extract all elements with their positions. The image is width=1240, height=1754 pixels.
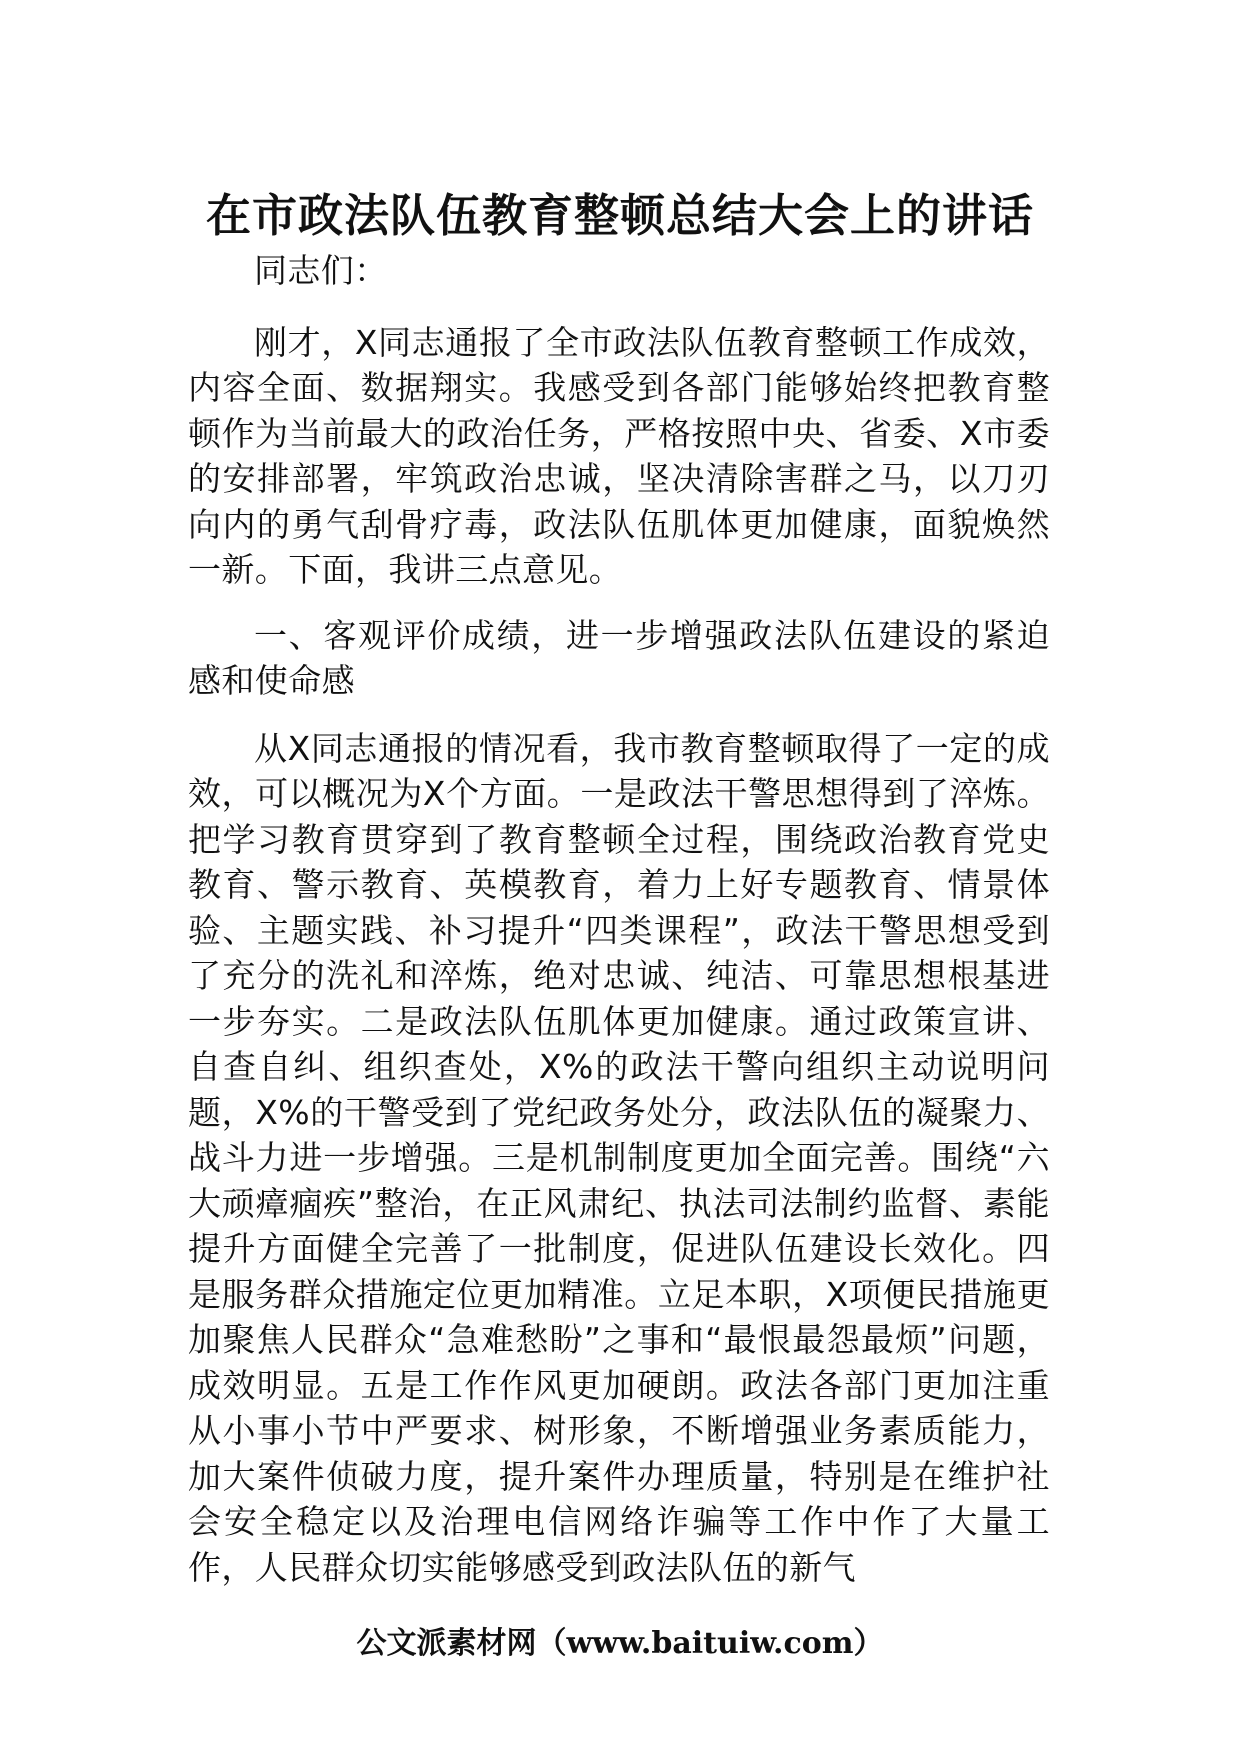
document-title: 在市政法队伍教育整顿总结大会上的讲话 [205,189,1034,242]
section-heading-one: 一、客观评价成绩，进一步增强政法队伍建设的紧迫感和使命感 [188,615,1050,700]
salutation-paragraph: 同志们： [254,251,388,290]
document-body [188,248,1050,1610]
section-one-paragraph: 从X同志通报的情况看，我市教育整顿取得了一定的成效，可以概况为X个方面。一是政法干警思想得到了淬炼。把学习教育贯穿到了教育整顿全过程，围绕政治教育党史教育、警示教育、英模教育，着力上好专题教育、情景体验、主题实践、补习提升“四类课程”，政法干警思想受到了充分的洗礼和淬炼，绝对忠诚、纯洁、可靠思想根基进一步夯实。二是政法队伍肌体更加健康。通过政策宣讲、自查自纠、组织查处，X%的政法干警向组织主动说明问题，X%的干警受到了党纪政务处分，政法队伍的凝聚力、战斗力进一步增强。三是机制制度更加全面完善。围绕“六大顽瘴痼疾”整治，在正风肃纪、执法司法制约监督、素能提升方面健全完善了一批制度，促进队伍建设长效化。四是服务群众措施定位更加精准。立足本职，X项便民措施更加聚焦人民群众“急难愁盼”之事和“最恨最怨最烦”问题，成效明显。五是工作作风更加硬朗。政法各部门更加注重从小事小节中严要求、树形象，不断增强业务素质能力，加大案件侦破力度，提升案件办理质量，特别是在维护社会安全稳定以及治理电信网络诈骗等工作中作了大量工作，人民群众切实能够感受到政法队伍的新气 [188,728,1050,1587]
source-watermark: 公文派素材网（www.baituiw.com） [356,1626,884,1661]
opening-paragraph: 刚才，X同志通报了全市政法队伍教育整顿工作成效，内容全面、数据翔实。我感受到各部门能够始终把教育整顿作为当前最大的政治任务，严格按照中央、省委、X市委的安排部署，牢筑政治忠诚，坚决清除害群之马，以刀刃向内的勇气刮骨疗毒，政法队伍肌体更加健康，面貌焕然一新。下面，我讲三点意见。 [188,322,1050,589]
